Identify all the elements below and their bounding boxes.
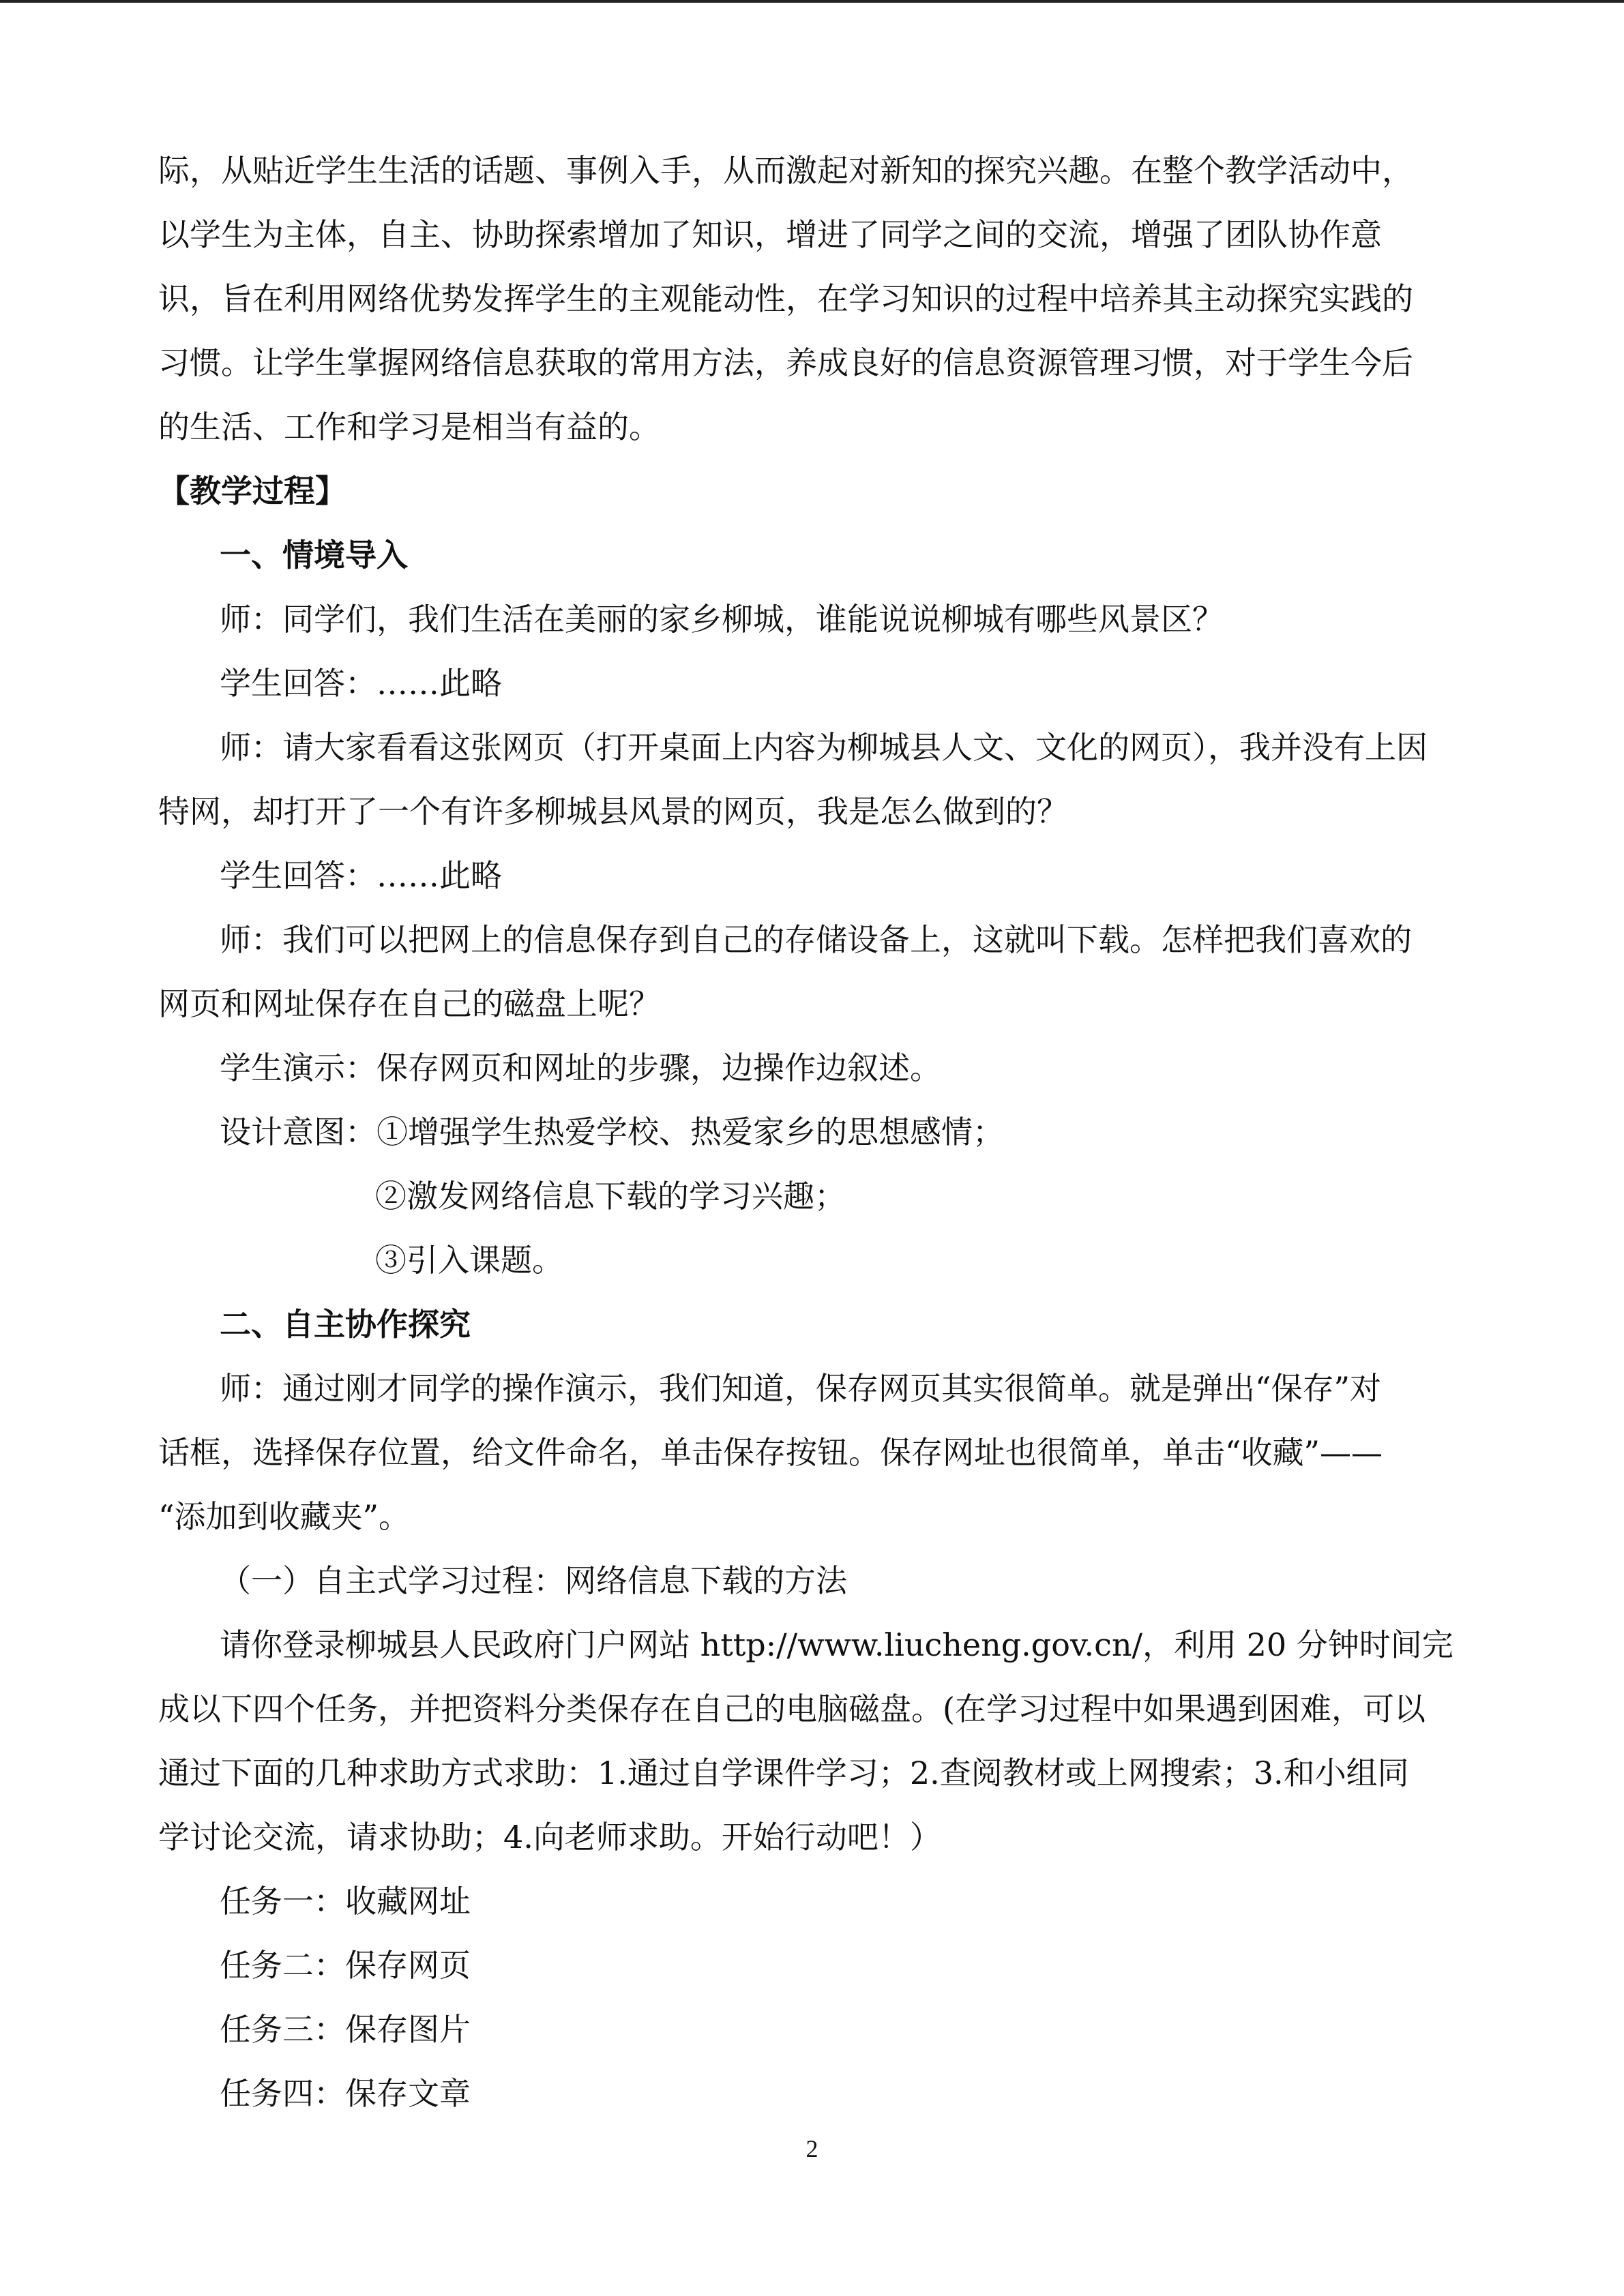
self-study-subtitle: （一）自主式学习过程：网络信息下载的方法 [220,1562,847,1599]
design-intent-2: ②激发网络信息下载的学习兴趣； [375,1178,846,1214]
task-intro-line-1: 请你登录柳城县人民政府门户网站 http://www.liucheng.gov.cn/，利用 20 分钟时间完 [220,1626,1453,1663]
teacher-explain-line-2: 网页和网址保存在自己的磁盘上呢？ [158,985,660,1022]
task-item-2: 任务二：保存网页 [220,1947,471,1984]
teacher-question-1: 师：同学们，我们生活在美丽的家乡柳城，谁能说说柳城有哪些风景区？ [220,601,1224,638]
teacher-question-2-line-1: 师：请大家看看这张网页（打开桌面上内容为柳城县人文、文化的网页），我并没有上因 [220,729,1428,766]
section-2-teacher-line-2: 话框，选择保存位置，给文件命名，单击保存按钮。保存网址也很简单，单击“收藏”—— [158,1434,1383,1471]
student-answer-2: 学生回答：……此略 [220,857,502,894]
intro-line-1: 际，从贴近学生生活的话题、事例入手，从而激起对新知的探究兴趣。在整个教学活动中， [158,152,1413,189]
design-intent-3: ③引入课题。 [375,1242,563,1279]
task-item-1: 任务一：收藏网址 [220,1883,471,1920]
design-intent-1: 设计意图：①增强学生热爱学校、热爱家乡的思想感情； [220,1114,1004,1150]
page-number: 2 [806,2135,818,2162]
student-demo: 学生演示：保存网页和网址的步骤，边操作边叙述。 [220,1049,941,1086]
section-2-teacher-line-3: “添加到收藏夹”。 [158,1498,411,1535]
intro-line-5: 的生活、工作和学习是相当有益的。 [158,408,660,445]
top-border [0,0,1624,3]
task-intro-line-4: 学讨论交流，请求协助；4.向老师求助。开始行动吧！） [158,1819,941,1855]
section-2-title: 二、自主协作探究 [220,1306,471,1343]
section-2-teacher-line-1: 师：通过刚才同学的操作演示，我们知道，保存网页其实很简单。就是弹出“保存”对 [220,1370,1382,1407]
intro-line-3: 识，旨在利用网络优势发挥学生的主观能动性，在学习知识的过程中培养其主动探究实践的 [158,280,1413,317]
teacher-question-2-line-2: 特网，却打开了一个有许多柳城县风景的网页，我是怎么做到的？ [158,793,1068,830]
task-item-4: 任务四：保存文章 [220,2075,471,2112]
intro-line-4: 习惯。让学生掌握网络信息获取的常用方法，养成良好的信息资源管理习惯，对于学生今后 [158,344,1413,381]
teacher-explain-line-1: 师：我们可以把网上的信息保存到自己的存储设备上，这就叫下载。怎样把我们喜欢的 [220,921,1412,958]
section-1-title: 一、情境导入 [220,537,408,573]
intro-line-2: 以学生为主体，自主、协助探索增加了知识，增进了同学之间的交流，增强了团队协作意 [158,216,1382,253]
task-intro-line-3: 通过下面的几种求助方式求助：1.通过自学课件学习；2.查阅教材或上网搜索；3.和小组同 [158,1755,1409,1791]
teaching-process-heading: 【教学过程】 [158,473,346,509]
task-item-3: 任务三：保存图片 [220,2011,471,2048]
task-intro-line-2: 成以下四个任务，并把资料分类保存在自己的电脑磁盘。(在学习过程中如果遇到困难，可以 [158,1690,1426,1727]
student-answer-1: 学生回答：……此略 [220,665,502,702]
